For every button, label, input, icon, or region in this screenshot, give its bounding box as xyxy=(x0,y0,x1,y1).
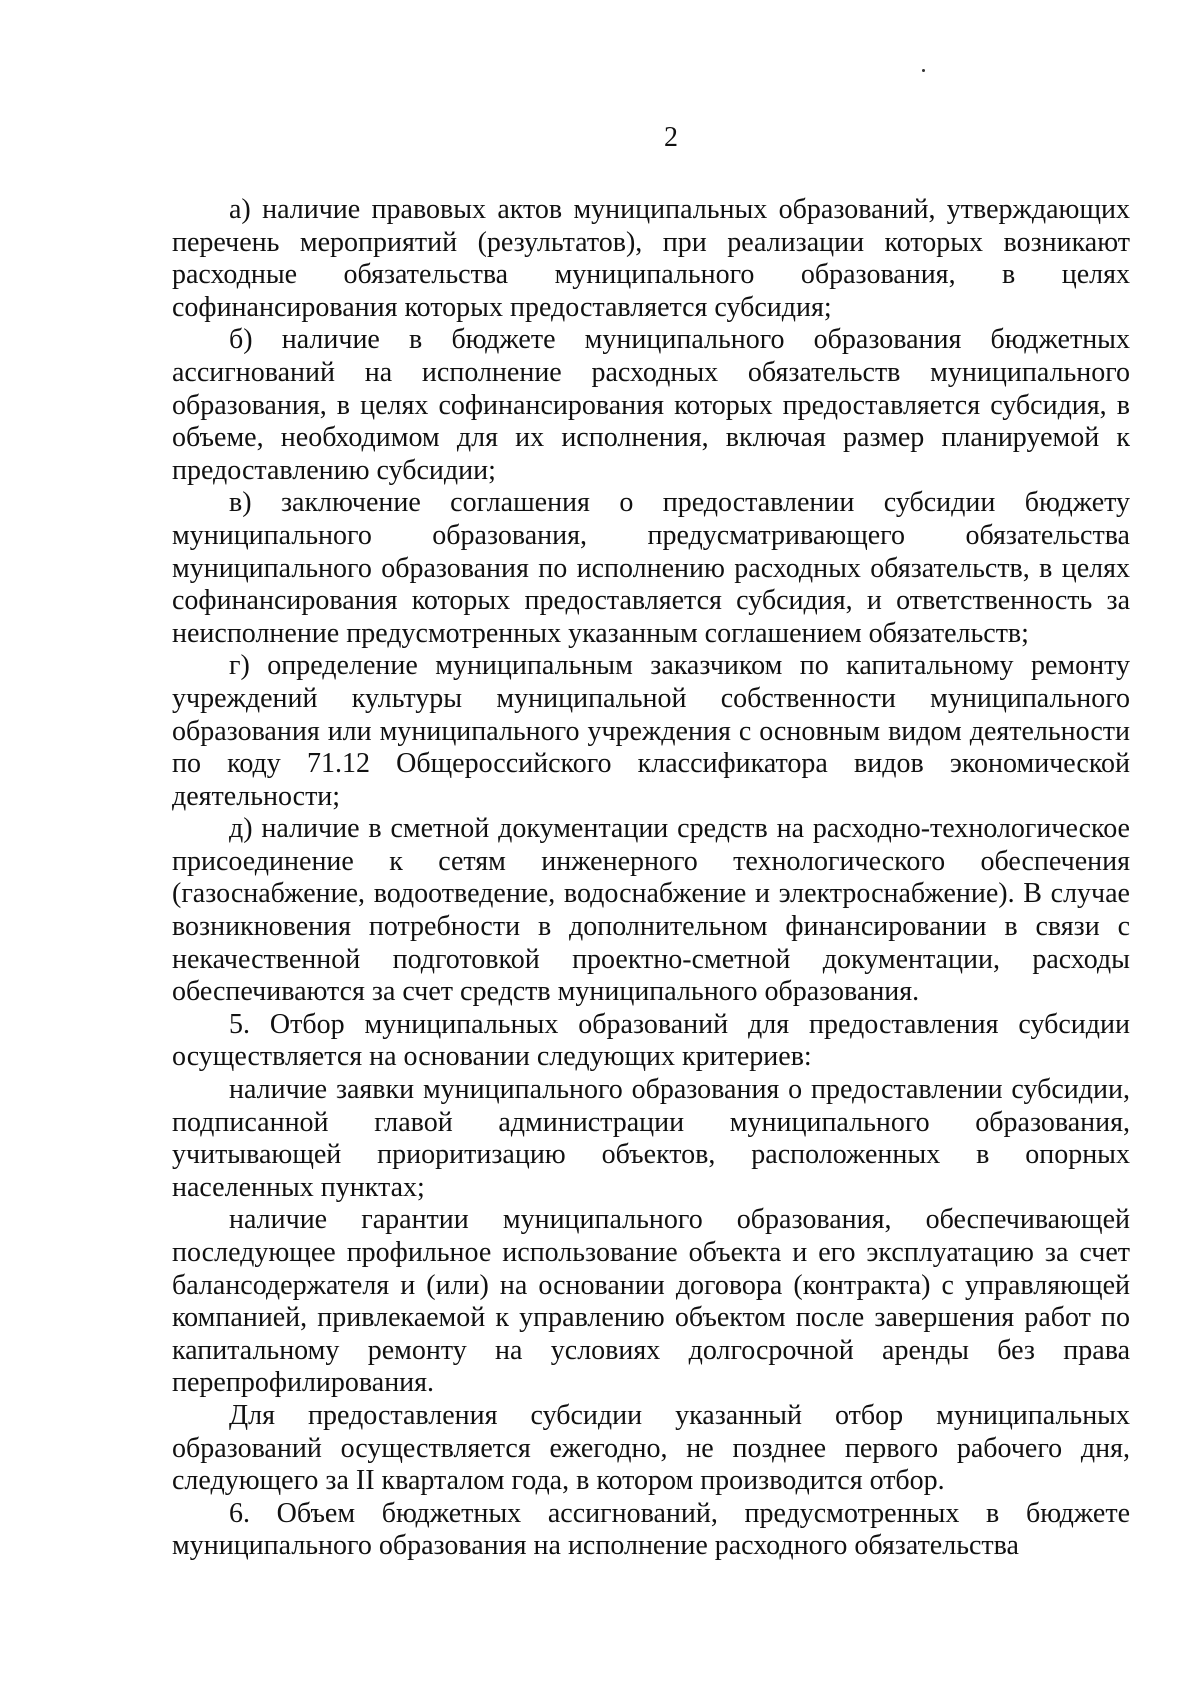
paragraph-subitem-d: д) наличие в сметной документации средств на расходно-технологическое присоединение к сетям инженерного технологического обеспечения (газоснабжение, водоотведение, водоснабжение и электроснабжение). В случае возникновения потребности в дополнительном финансировании в связи с некачественной подготовкой проектно-сметной документации, расходы обеспечиваются за счет средств муниципального образования. xyxy=(172,813,1130,1008)
paragraph-item-5: 5. Отбор муниципальных образований для предоставления субсидии осуществляется на основании следующих критериев: xyxy=(172,1008,1130,1073)
paragraph-criterion-guarantee: наличие гарантии муниципального образования, обеспечивающей последующее профильное использование объекта и его эксплуатацию за счет балансодержателя и (или) на основании договора (контракта) с управляющей компанией, привлекаемой к управлению объектом после завершения работ по капитальному ремонту на условиях долгосрочной аренды без права перепрофилирования. xyxy=(172,1204,1130,1399)
paragraph-criterion-application: наличие заявки муниципального образования о предоставлении субсидии, подписанной главой администрации муниципального образования, учитывающей приоритизацию объектов, расположенных в опорных населенных пунктах; xyxy=(172,1074,1130,1203)
paragraph-subitem-a: а) наличие правовых актов муниципальных образований, утверждающих перечень мероприятий (результатов), при реализации которых возникают расходные обязательства муниципального образования, в целях софинансирования которых предоставляется субсидия; xyxy=(172,194,1130,323)
page-number: 2 xyxy=(664,122,678,153)
paragraph-subitem-b: б) наличие в бюджете муниципального образования бюджетных ассигнований на исполнение расходных обязательств муниципального образования, в целях софинансирования которых предоставляется субсидия, в объеме, необходимом для их исполнения, включая размер планируемой к предоставлению субсидии; xyxy=(172,324,1130,486)
paragraph-subitem-g: г) определение муниципальным заказчиком по капитальному ремонту учреждений культуры муниципальной собственности муниципального образования или муниципального учреждения с основным видом деятельности по коду 71.12 Общероссийского классификатора видов экономической деятельности; xyxy=(172,650,1130,812)
paragraph-item-6: 6. Объем бюджетных ассигнований, предусмотренных в бюджете муниципального образования на исполнение расходного обязательства xyxy=(172,1497,1130,1562)
paragraph-selection-timing: Для предоставления субсидии указанный отбор муниципальных образований осуществляется ежегодно, не позднее первого рабочего дня, следующего за II кварталом года, в котором производится отбор. xyxy=(172,1399,1130,1497)
scan-speck xyxy=(922,69,925,72)
document-body xyxy=(172,194,1130,1563)
paragraph-subitem-v: в) заключение соглашения о предоставлении субсидии бюджету муниципального образования, предусматривающего обязательства муниципального образования по исполнению расходных обязательств, в целях софинансирования которых предоставляется субсидия, и ответственность за неисполнение предусмотренных указанным соглашением обязательств; xyxy=(172,487,1130,649)
